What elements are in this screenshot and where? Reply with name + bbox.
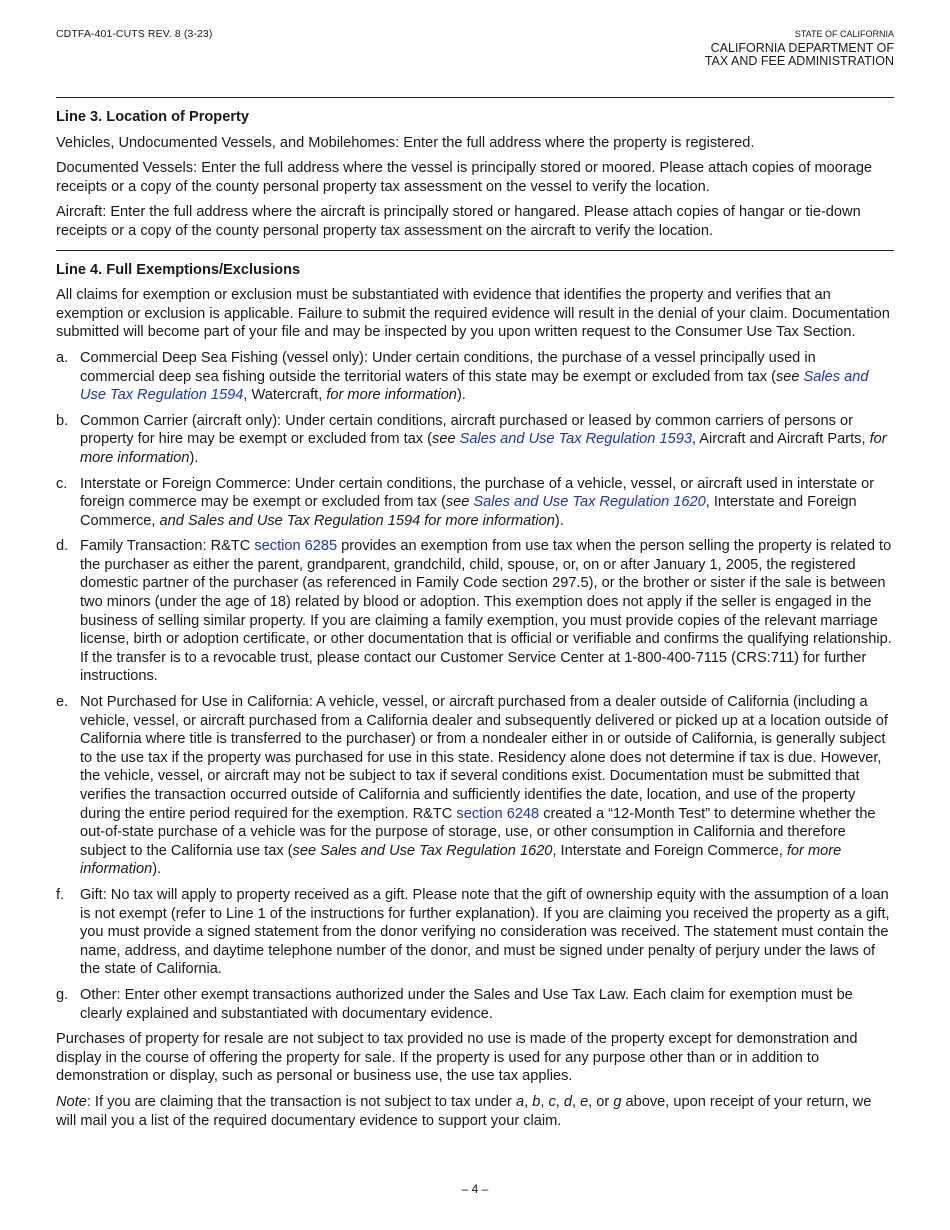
line-4-intro: All claims for exemption or exclusion must be substantiated with evidence that identifies the property and verifies that an exemption or exclusion is applicable. Failure to submit the required evidence will result in the denial of your claim. Documentation submitted will become part of your file and may be inspected by you upon written request to the Consumer Use Tax Section. bbox=[56, 287, 890, 341]
department-line-2: TAX AND FEE ADMINISTRATION bbox=[704, 54, 894, 68]
exemption-item-b bbox=[56, 412, 894, 468]
note-paragraph: Note: If you are claiming that the transaction is not subject to tax under a, b, c, d, e, or g above, upon receipt of your return, we will mail you a list of the required documentary evidence to support your claim. bbox=[56, 1093, 872, 1129]
resale-paragraph: Purchases of property for resale are not subject to tax provided no use is made of the property except for demonstration and display in the course of offering the property for sale. If the property is used for any purpose other than or in addition to demonstration or display, such as personal or business use, the use tax applies. bbox=[56, 1031, 858, 1085]
section-6248-link[interactable]: section 6248 bbox=[456, 805, 540, 822]
page-number: – 4 – bbox=[461, 1182, 489, 1196]
exemption-item-e bbox=[56, 693, 894, 879]
item-text: Not Purchased for Use in California: A vehicle, vessel, or aircraft purchased from a dealer outside of California (including a vehicle, vessel, or aircraft purchased from a California dealer and subsequently delivered or picked up at a location outside of California where title is transferred to the purchaser) or from a nondealer either in or outside of California, is generally subject to the use tax if the property was purchased for use in this state. Residency alone does not determine if tax is due. However, the vehicle, vessel, or aircraft may not be subject to tax if several conditions exist. Documentation must be submitted that verifies the transaction occurred outside of California and sufficiently identifies the date, location, and use of the property during the entire period required for the exemption. R&TC section 6248 created a “12-Month Test” to determine whether the out-of-state purchase of a vehicle was for the purpose of storage, use, or other consumption in California and therefore subject to the California use tax (see Sales and Use Tax Regulation 1620, Interstate and Foreign Commerce, for more information). bbox=[80, 694, 888, 878]
regulation-1594-link[interactable]: Sales and Use Tax Regulation 1594 bbox=[80, 368, 869, 404]
item-letter: e. bbox=[56, 694, 69, 711]
agency-header bbox=[705, 28, 894, 68]
item-letter: b. bbox=[56, 412, 69, 429]
exemption-item-g bbox=[56, 986, 894, 1023]
line-3-heading: Line 3. Location of Property bbox=[56, 109, 249, 125]
regulation-1593-link[interactable]: Sales and Use Tax Regulation 1593 bbox=[459, 431, 692, 448]
section-divider bbox=[56, 97, 894, 98]
line-3-documented-vessels: Documented Vessels: Enter the full address where the vessel is principally stored or moored. Please attach copies of moorage receipts or a copy of the county personal property tax assessment on the vessel to verify the location. bbox=[56, 160, 873, 195]
section-divider bbox=[56, 250, 894, 251]
line-3-vehicles: Vehicles, Undocumented Vessels, and Mobilehomes: Enter the full address where the property is registered. bbox=[56, 134, 755, 151]
form-number: CDTFA-401-CUTS REV. 8 (3-23) bbox=[56, 28, 213, 40]
instructions-body bbox=[56, 97, 894, 1130]
exemption-item-d bbox=[56, 537, 894, 686]
regulation-1620-link[interactable]: Sales and Use Tax Regulation 1620 bbox=[473, 494, 706, 511]
section-6285-link[interactable]: section 6285 bbox=[254, 538, 338, 555]
item-letter: c. bbox=[56, 475, 68, 492]
item-letter: a. bbox=[56, 349, 69, 366]
item-letter: f. bbox=[56, 886, 65, 903]
department-line-1: CALIFORNIA DEPARTMENT OF bbox=[710, 41, 894, 55]
exemption-list bbox=[56, 349, 894, 1023]
item-letter: g. bbox=[56, 986, 69, 1003]
exemption-item-c bbox=[56, 475, 894, 531]
item-text: Commercial Deep Sea Fishing (vessel only): Under certain conditions, the purchase of a vessel principally used in commercial deep sea fishing outside the territorial waters of this state may be exempt or excluded from tax (see Sales and Use Tax Regulation 1594, Watercraft, for more information). bbox=[80, 349, 869, 404]
exemption-item-a bbox=[56, 349, 894, 405]
item-text: Family Transaction: R&TC section 6285 provides an exemption from use tax when the person selling the property is related to the purchaser as either the parent, grandparent, grandchild, child, spouse, or, on or after January 1, 2005, the registered domestic partner of the purchaser (as referenced in Family Code section 297.5), or the brother or sister if the sale is between two minors (under the age of 18) related by blood or adoption. This exemption does not apply if the seller is engaged in the business of selling similar property. If you are claiming a family exemption, you must provide copies of the relevant marriage license, birth or adoption certificate, or other documentation that is official or verifiable and confirms the qualifying relationship. If the transfer is to a revocable trust, please contact our Customer Service Center at 1-800-400-7115 (CRS:711) for further instructions. bbox=[80, 538, 892, 685]
item-text: Other: Enter other exempt transactions authorized under the Sales and Use Tax Law. Each claim for exemption must be clearly explained and substantiated with documentary evidence. bbox=[80, 986, 853, 1022]
state-label: STATE OF CALIFORNIA bbox=[794, 29, 894, 39]
item-text: Interstate or Foreign Commerce: Under certain conditions, the purchase of a vehicle, vessel, or aircraft used in interstate or foreign commerce may be exempt or excluded from tax (see Sales and Use Tax Regulation 1620, Interstate and Foreign Commerce, and Sales and Use Tax Regulation 1594 for more information). bbox=[80, 475, 875, 529]
item-letter: d. bbox=[56, 538, 69, 555]
line-4-section bbox=[56, 261, 894, 1131]
line-4-heading: Line 4. Full Exemptions/Exclusions bbox=[56, 261, 301, 278]
line-3-section bbox=[56, 108, 894, 250]
item-text: Common Carrier (aircraft only): Under certain conditions, aircraft purchased or leased by common carriers of persons or property for hire may be exempt or excluded from tax (see Sales and Use Tax Regulation 1593, Aircraft and Aircraft Parts, for more information). bbox=[80, 412, 887, 466]
line-3-aircraft: Aircraft: Enter the full address where the aircraft is principally stored or hangared. Please attach copies of hangar or tie-down receipts or a copy of the county personal property tax assessment on the aircraft to verify the location. bbox=[56, 204, 861, 239]
item-text: Gift: No tax will apply to property received as a gift. Please note that the gift of ownership equity with the assumption of a loan is not exempt (refer to Line 1 of the instructions for further explanation). If you are claiming you received the property as a gift, you must provide a signed statement from the donor verifying no consideration was received. The statement must contain the name, address, and daytime telephone number of the donor, and must be signed under penalty of perjury under the laws of the state of California. bbox=[80, 886, 890, 978]
exemption-item-f bbox=[56, 886, 894, 979]
